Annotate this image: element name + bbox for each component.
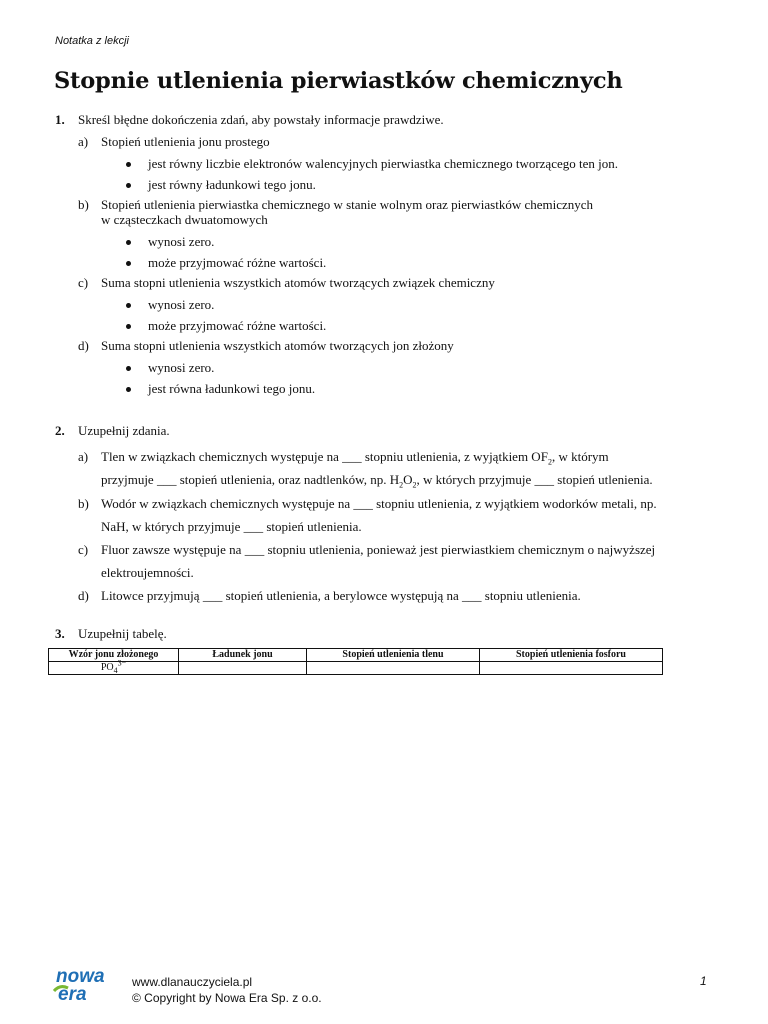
task-3-number: 3. (55, 626, 65, 641)
task-1-a-text: Stopień utlenienia jonu prostego (101, 134, 270, 149)
task-2-instruction: Uzupełnij zdania. (78, 423, 170, 438)
ion-formula-cell: $PO_4^{3-}$ (49, 662, 179, 675)
task-1-instruction: Skreśl błędne dokończenia zdań, aby powstały informacje prawdziwe. (78, 112, 444, 127)
task-1-a-option-1[interactable]: jest równy liczbie elektronów walencyjnych pierwiastka chemicznego tworzącego ten jon. (148, 156, 618, 171)
footer-text (132, 974, 322, 1006)
task-1-c-letter: c) (78, 275, 89, 290)
phosphorus-oxidation-cell[interactable] (480, 662, 663, 675)
task-1-a-option-2[interactable]: jest równy ładunkowi tego jonu. (148, 177, 316, 192)
task-2-d-letter: d) (78, 588, 89, 603)
logo-word-nowa: nowa (56, 966, 105, 987)
blank-field[interactable]: ___ (202, 588, 223, 603)
table-header: Ładunek jonu (179, 649, 307, 662)
ion-charge-cell[interactable] (179, 662, 307, 675)
blank-field[interactable]: ___ (353, 496, 373, 511)
footer-url[interactable]: www.dlanauczyciela.pl (132, 975, 253, 989)
task-1-b-text-cont: w cząsteczkach dwuatomowych (101, 212, 268, 227)
table-header: Wzór jonu złożonego (49, 649, 179, 662)
task-2-b-letter: b) (78, 496, 89, 511)
blank-field[interactable]: ___ (156, 472, 177, 487)
logo-word-era: era (58, 984, 87, 1005)
blank-field[interactable]: ___ (243, 519, 264, 534)
table-header: Stopień utlenienia fosforu (480, 649, 663, 662)
header-label: Notatka z lekcji (55, 35, 129, 47)
oxygen-oxidation-cell[interactable] (307, 662, 480, 675)
task-1-c-text: Suma stopni utlenienia wszystkich atomów tworzących związek chemiczny (101, 275, 495, 290)
task-1-b-letter: b) (78, 197, 89, 212)
task-1-d-text: Suma stopni utlenienia wszystkich atomów tworzących jon złożony (101, 338, 454, 353)
task-1-d-option-2[interactable]: jest równa ładunkowi tego jonu. (148, 381, 316, 396)
page-title: Stopnie utlenienia pierwiastków chemicznych (54, 68, 623, 94)
task-2-a-line-2: przyjmuje ___ stopień utlenienia, oraz nadtlenków, np. $H_2O_2$, w których przyjmuje ___ stopień utlenienia. (101, 472, 653, 490)
blank-field[interactable]: ___ (534, 472, 555, 487)
task-1-number: 1. (55, 112, 65, 127)
task-2-number: 2. (55, 423, 65, 438)
task-1-d-letter: d) (78, 338, 89, 353)
footer-copyright: © Copyright by Nowa Era Sp. z o.o. (132, 991, 322, 1005)
nowa-era-logo (52, 964, 116, 1008)
page-number: 1 (700, 974, 707, 988)
task-2-b-line-1: Wodór w związkach chemicznych występuje na ___ stopniu utlenienia, z wyjątkiem wodorków metali, np. (101, 496, 657, 511)
task-1-b-text: Stopień utlenienia pierwiastka chemicznego w stanie wolnym oraz pierwiastków chemicznych (101, 197, 594, 212)
ion-table (48, 648, 663, 675)
table-row (49, 662, 663, 675)
task-1-a-letter: a) (78, 134, 89, 149)
task-2-d-line-1: Litowce przyjmują ___ stopień utlenienia, a berylowce występują na ___ stopniu utlenienia. (101, 588, 581, 603)
task-1-c-option-1[interactable]: wynosi zero. (148, 297, 215, 312)
task-1-b-option-2[interactable]: może przyjmować różne wartości. (148, 255, 327, 270)
task-1-b-option-1[interactable]: wynosi zero. (148, 234, 215, 249)
task-2-a-line-1: Tlen w związkach chemicznych występuje na ___ stopniu utlenienia, z wyjątkiem $OF_2$, w którym (101, 449, 609, 467)
task-2-c-line-2: elektroujemności. (101, 565, 194, 580)
task-3-instruction: Uzupełnij tabelę. (78, 626, 167, 641)
task-1-d-option-1[interactable]: wynosi zero. (148, 360, 215, 375)
table-header: Stopień utlenienia tlenu (307, 649, 480, 662)
task-2-c-line-1: Fluor zawsze występuje na ___ stopniu utlenienia, ponieważ jest pierwiastkiem chemicznym o najwyższej (101, 542, 656, 557)
table-header-row (49, 649, 663, 662)
blank-field[interactable]: ___ (462, 588, 482, 603)
blank-field[interactable]: ___ (244, 542, 265, 557)
task-2-c-letter: c) (78, 542, 89, 557)
blank-field[interactable]: ___ (342, 449, 362, 464)
task-2-a-letter: a) (78, 449, 89, 464)
task-2-b-line-2: NaH, w których przyjmuje ___ stopień utlenienia. (101, 519, 362, 534)
task-1-c-option-2[interactable]: może przyjmować różne wartości. (148, 318, 327, 333)
